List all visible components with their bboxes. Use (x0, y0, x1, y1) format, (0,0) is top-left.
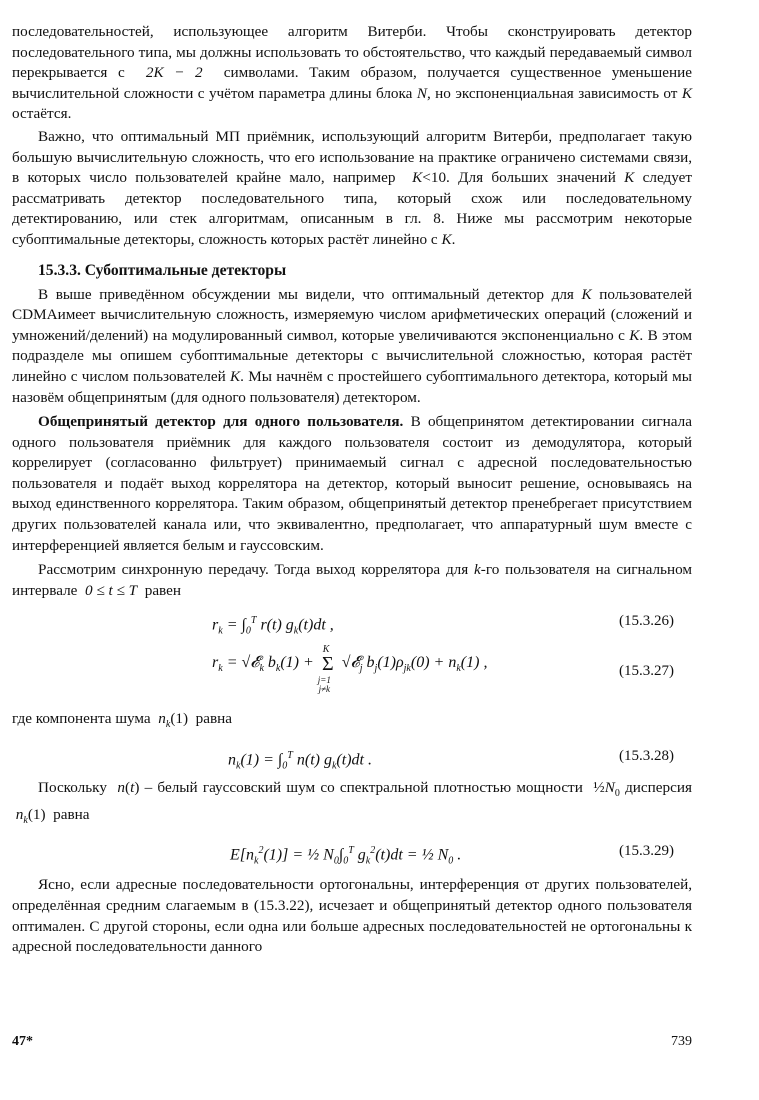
equation-15-3-27-body: $r_k$ = √𝓔$_k$ $b_k(1) + \Sigma$ K j=1 j≠k √𝓔$_j$ $b_j(1)\rho_{jk}(0) + n_k(1)$ , (212, 644, 488, 695)
equation-15-3-26-number: (15.3.26) (619, 613, 674, 630)
paragraph-7: Поскольку n(t) – белый гауссовский шум со спектральной плотностью мощности $\frac{1}{2}N_0$ дисперсия $n_k(1)$ равна (12, 779, 692, 826)
equation-15-3-28-body: $n_k(1) = \int_0^T$ n(t) $g_k(t)dt$ . (228, 750, 372, 772)
equation-15-3-27-number: (15.3.27) (619, 663, 674, 680)
paragraph-4-bold-lead: Общепринятый детектор для одного пользователя. (38, 413, 404, 431)
section-heading: 15.3.3. Субоптимальные детекторы (38, 261, 287, 279)
equation-15-3-26 (12, 605, 692, 639)
equation-15-3-29-number: (15.3.29) (619, 843, 674, 860)
paragraph-5: Рассмотрим синхронную передачу. Тогда выход коррелятора для k-го пользователя на сигнальном интервале 0 ≤ t ≤ T равен (12, 561, 692, 599)
paragraph-4-text: В общепринятом детектировании сигнала одного пользователя приёмник для каждого пользователя состоит из демодулятора, который коррелирует (согласованно фильтрует) принимаемый сигнал с адресной последовательностью пользователя и подаёт выход коррелятора на детектор, который выносит решение, основываясь на выход единственного коррелятора. Таким образом, общепринятый детектор пренебрегает присутствием других пользователей канала или, что эквивалентно, предполагает, что аппаратурный шум вместе с интерференцией является белым и гауссовским. (12, 413, 692, 554)
equation-15-3-29-body: $E[n_k^2(1)]$ = ½ $N_0\int_0^T$ $g_k^2(t)dt$ = ½ $N_0$ . (230, 845, 462, 867)
sum-symbol: Σ K j=1 j≠k (317, 644, 334, 695)
equation-15-3-26-body: $r_k = \int_0^T$ r(t) $g_k(t)dt$ , (212, 615, 334, 637)
page-number: 739 (671, 1034, 692, 1049)
page-body (12, 22, 692, 960)
equation-15-3-28-number: (15.3.28) (619, 748, 674, 765)
paragraph-8: Ясно, если адресные последовательности ортогональны, интерференция от других пользователей, определённая средним слагаемым в (15.3.22), исчезает и общепринятый детектор одного пользователя оптимален. С другой стороны, если одна или больше адресных последовательностей не ортогональны к адресной последовательности данного (12, 876, 692, 956)
paragraph-6: где компонента шума $n_k(1)$ равна (12, 710, 233, 731)
equation-15-3-29 (12, 835, 692, 869)
equation-15-3-28 (12, 740, 692, 774)
paragraph-2: Важно, что оптимальный МП приёмник, использующий алгоритм Витерби, предполагает такую большую вычислительную сложность, что его использование на практике ограничено системами связи, в которых число пользователей крайне мало, например K<10. Для больших значений K следует рассматривать детектор последовательного типа, который схож или последовательному детектированию, или стек алгоритмам, описанным в гл. 8. Ниже мы рассмотрим некоторые субоптимальные детекторы, сложность которых растёт линейно с K. (12, 127, 692, 248)
paragraph-4 (12, 412, 692, 556)
signature-mark: 47* (12, 1034, 33, 1049)
equation-15-3-27 (12, 643, 692, 705)
paragraph-3: В выше приведённом обсуждении мы видели, что оптимальный детектор для K пользователей CDMAимеет вычислительную сложность, измеряемую числом арифметических операций (сложений и умножений/делений) на модулированный символ, которые увеличиваются экспоненциально с K. В этом подразделе мы опишем субоптимальные детекторы с вычислительной сложностью, которая растёт линейно с числом пользователей K. Мы начнём с простейшего субоптимального детектора, который мы назовём общепринятым (для одного пользователя) детектором. (12, 285, 692, 406)
paragraph-1: последовательностей, использующее алгоритм Витерби. Чтобы сконструировать детектор последовательного типа, мы должны использовать то обстоятельство, что каждый передаваемый символ перекрывается с 2K − 2 символами. Таким образом, получается существенное уменьшение вычислительной сложности с учётом параметра длины блока N, но экспоненциальная зависимость от K остаётся. (12, 23, 692, 123)
